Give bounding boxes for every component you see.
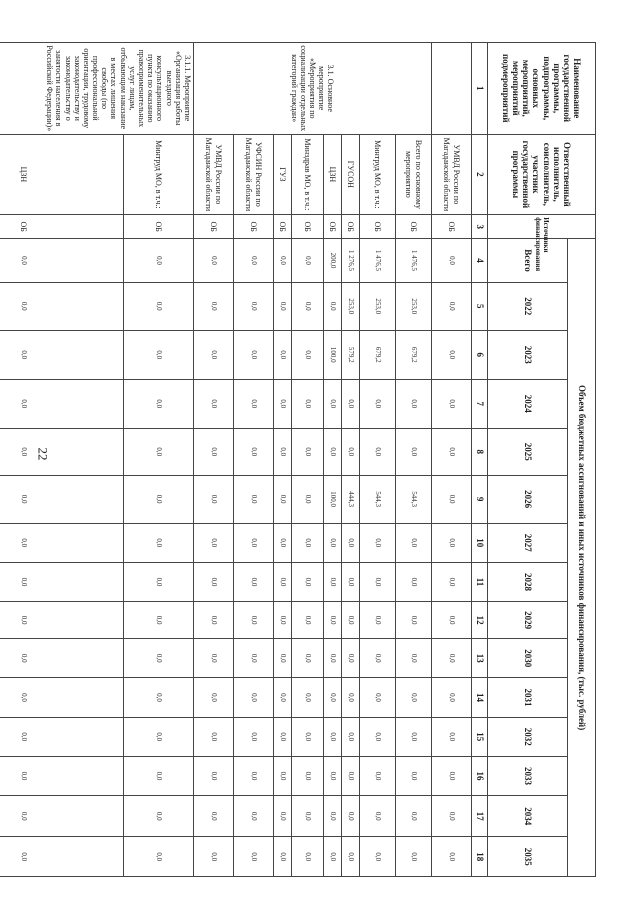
- row-value: 0,0: [342, 428, 360, 475]
- column-number: 3: [472, 215, 488, 239]
- row-value: 0,0: [194, 717, 234, 756]
- row-value: 0,0: [432, 239, 472, 283]
- row-value: 0,0: [292, 756, 324, 795]
- row-value: 0,0: [274, 796, 292, 837]
- row-value: 0,0: [432, 796, 472, 837]
- row-responsible: ЦЗН: [0, 134, 124, 215]
- row-value: 0,0: [432, 639, 472, 678]
- row-value: 0,0: [0, 282, 124, 330]
- row-value: 0,0: [234, 562, 274, 601]
- row-source: ОБ: [0, 215, 124, 239]
- column-number: 6: [472, 330, 488, 379]
- header-total: Всего: [488, 239, 568, 283]
- row-value: 0,0: [396, 602, 432, 639]
- row-value: 0,0: [432, 756, 472, 795]
- row-value: 0,0: [396, 428, 432, 475]
- row-source: ОБ: [432, 215, 472, 239]
- row-value: 0,0: [324, 717, 342, 756]
- row-value: 0,0: [124, 562, 194, 601]
- column-number: 5: [472, 282, 488, 330]
- row-value: 0,0: [292, 379, 324, 428]
- row-value: 0,0: [342, 562, 360, 601]
- row-value: 0,0: [0, 379, 124, 428]
- table-row: [124, 43, 194, 877]
- row-value: 0,0: [194, 796, 234, 837]
- row-value: 0,0: [432, 428, 472, 475]
- row-value: 0,0: [124, 602, 194, 639]
- row-value: 0,0: [124, 523, 194, 562]
- row-value: 544,3: [396, 475, 432, 523]
- row-value: 0,0: [342, 602, 360, 639]
- row-value: 0,0: [360, 428, 396, 475]
- row-value: 679,2: [396, 330, 432, 379]
- row-value: 0,0: [274, 523, 292, 562]
- row-value: 0,0: [194, 639, 234, 678]
- row-value: 0,0: [124, 239, 194, 283]
- row-value: 0,0: [360, 379, 396, 428]
- row-value: 0,0: [342, 523, 360, 562]
- row-value: 0,0: [432, 330, 472, 379]
- row-name-empty: [432, 43, 472, 135]
- row-value: 0,0: [274, 562, 292, 601]
- row-value: 0,0: [194, 282, 234, 330]
- table-body: [0, 43, 472, 877]
- row-value: 0,0: [124, 330, 194, 379]
- row-value: 0,0: [360, 562, 396, 601]
- row-value: 0,0: [234, 379, 274, 428]
- header-year: 2030: [488, 639, 568, 678]
- row-source: ОБ: [274, 215, 292, 239]
- section-3-1-1-name: 3.1.1. Мероприятие «Организация работы выездного консультационного пункта по оказанию правоприменительных услуг лицам, отбывающим наказание в местах лишения свободы (по профессиональной ориентации, трудовому законодательству и законодательству о занятости населения в Российской Федерации)»: [0, 43, 194, 135]
- row-value: 544,3: [360, 475, 396, 523]
- table-row: [432, 43, 472, 877]
- header-year: 2026: [488, 475, 568, 523]
- row-value: 0,0: [234, 239, 274, 283]
- page-number: 22: [35, 447, 51, 461]
- row-value: 0,0: [234, 475, 274, 523]
- row-value: 0,0: [194, 756, 234, 795]
- row-value: 0,0: [0, 475, 124, 523]
- row-value: 0,0: [234, 756, 274, 795]
- row-value: 0,0: [342, 379, 360, 428]
- row-source: ОБ: [194, 215, 234, 239]
- row-value: 0,0: [124, 282, 194, 330]
- row-value: 0,0: [194, 475, 234, 523]
- row-source: ОБ: [396, 215, 432, 239]
- header-source: Источники финансирования: [488, 215, 596, 239]
- row-value: 0,0: [432, 717, 472, 756]
- row-value: 0,0: [194, 239, 234, 283]
- row-value: 0,0: [274, 717, 292, 756]
- header-year: 2024: [488, 379, 568, 428]
- row-value: 0,0: [274, 282, 292, 330]
- header-year: 2034: [488, 796, 568, 837]
- row-value: 0,0: [432, 678, 472, 717]
- row-value: 0,0: [360, 639, 396, 678]
- row-value: 0,0: [360, 717, 396, 756]
- row-value: 0,0: [360, 523, 396, 562]
- row-value: 0,0: [432, 282, 472, 330]
- row-value: 0,0: [274, 330, 292, 379]
- row-value: 0,0: [274, 639, 292, 678]
- row-source: ОБ: [124, 215, 194, 239]
- row-value: 0,0: [124, 379, 194, 428]
- table-row: [0, 43, 124, 877]
- budget-table: [0, 42, 596, 877]
- row-value: 0,0: [274, 756, 292, 795]
- row-responsible: Минтруд МО, в т.ч.:: [360, 134, 396, 215]
- row-value: 0,0: [292, 239, 324, 283]
- row-value: 0,0: [342, 639, 360, 678]
- header-year: 2027: [488, 523, 568, 562]
- row-value: 0,0: [274, 239, 292, 283]
- row-source: ОБ: [342, 215, 360, 239]
- row-value: 0,0: [194, 523, 234, 562]
- table-row: [324, 43, 342, 877]
- header-responsible: Ответственный исполнитель, соисполнитель, участник государственной программы: [488, 134, 596, 215]
- row-source: ОБ: [324, 215, 342, 239]
- row-value: 0,0: [432, 475, 472, 523]
- row-value: 0,0: [360, 837, 396, 877]
- row-value: 0,0: [360, 602, 396, 639]
- header-name: Наименование государственной программы, подпрограммы, основных мероприятий, мероприятий подмероприятий: [488, 43, 596, 135]
- row-value: 0,0: [292, 678, 324, 717]
- row-responsible: ЦЗН: [324, 134, 342, 215]
- column-number: 2: [472, 134, 488, 215]
- row-value: 0,0: [360, 796, 396, 837]
- row-value: 253,0: [360, 282, 396, 330]
- table-row: [292, 43, 324, 877]
- rotated-table-container: [13, 42, 596, 877]
- row-value: 0,0: [234, 717, 274, 756]
- row-value: 0,0: [0, 639, 124, 678]
- row-value: 0,0: [342, 837, 360, 877]
- row-value: 253,0: [342, 282, 360, 330]
- row-value: 0,0: [0, 330, 124, 379]
- row-value: 0,0: [342, 678, 360, 717]
- column-number: 16: [472, 756, 488, 795]
- row-value: 100,0: [324, 330, 342, 379]
- column-numbers-row: [472, 43, 488, 877]
- row-value: 0,0: [124, 475, 194, 523]
- row-value: 444,3: [342, 475, 360, 523]
- row-value: 0,0: [292, 475, 324, 523]
- row-value: 0,0: [0, 428, 124, 475]
- row-value: 0,0: [124, 717, 194, 756]
- row-value: 579,2: [342, 330, 360, 379]
- row-value: 0,0: [0, 678, 124, 717]
- row-value: 0,0: [432, 562, 472, 601]
- row-value: 0,0: [274, 428, 292, 475]
- row-value: 0,0: [292, 837, 324, 877]
- row-value: 0,0: [292, 330, 324, 379]
- column-number: 7: [472, 379, 488, 428]
- row-value: 0,0: [432, 523, 472, 562]
- row-value: 0,0: [194, 330, 234, 379]
- row-source: ОБ: [360, 215, 396, 239]
- table-row: [360, 43, 396, 877]
- column-number: 12: [472, 602, 488, 639]
- row-value: 0,0: [396, 523, 432, 562]
- row-value: 0,0: [234, 639, 274, 678]
- header-year: 2023: [488, 330, 568, 379]
- row-value: 0,0: [124, 678, 194, 717]
- row-value: 0,0: [234, 678, 274, 717]
- row-value: 0,0: [324, 428, 342, 475]
- column-number: 17: [472, 796, 488, 837]
- row-value: 0,0: [396, 756, 432, 795]
- row-value: 0,0: [324, 602, 342, 639]
- row-value: 1 476,5: [360, 239, 396, 283]
- row-value: 0,0: [194, 428, 234, 475]
- row-value: 0,0: [324, 678, 342, 717]
- row-value: 0,0: [274, 379, 292, 428]
- row-source: ОБ: [234, 215, 274, 239]
- row-value: 0,0: [342, 756, 360, 795]
- table-row: [234, 43, 274, 877]
- column-number: 9: [472, 475, 488, 523]
- row-responsible: УФСИН России по Магаданской области: [234, 134, 274, 215]
- row-value: 0,0: [124, 837, 194, 877]
- row-value: 0,0: [324, 282, 342, 330]
- row-value: 0,0: [342, 717, 360, 756]
- row-value: 0,0: [194, 379, 234, 428]
- section-3-1-name: 3.1. Основное мероприятие «Мероприятия по социализации отдельных категорий граждан»: [194, 43, 432, 135]
- row-value: 0,0: [324, 837, 342, 877]
- row-value: 0,0: [0, 239, 124, 283]
- row-value: 0,0: [396, 639, 432, 678]
- header-year: 2031: [488, 678, 568, 717]
- row-value: 0,0: [274, 678, 292, 717]
- table-row: [396, 43, 432, 877]
- header-year: 2035: [488, 837, 568, 877]
- row-value: 0,0: [274, 837, 292, 877]
- row-responsible: ГУСОН: [342, 134, 360, 215]
- row-value: 0,0: [292, 523, 324, 562]
- row-value: 0,0: [396, 379, 432, 428]
- header-budget: Объем бюджетных ассигнований и иных источников финансирования, (тыс. рублей): [568, 239, 596, 877]
- row-value: 0,0: [274, 475, 292, 523]
- row-value: 1 476,5: [396, 239, 432, 283]
- row-value: 0,0: [324, 379, 342, 428]
- row-value: 0,0: [292, 562, 324, 601]
- header-year: 2032: [488, 717, 568, 756]
- row-value: 0,0: [292, 282, 324, 330]
- row-value: 0,0: [396, 717, 432, 756]
- column-number: 18: [472, 837, 488, 877]
- row-responsible: Всего по основному мероприятию: [396, 134, 432, 215]
- table-row: [194, 43, 234, 877]
- row-value: 100,0: [324, 475, 342, 523]
- row-value: 0,0: [0, 796, 124, 837]
- row-value: 200,0: [324, 239, 342, 283]
- row-value: 0,0: [0, 602, 124, 639]
- row-value: 0,0: [292, 717, 324, 756]
- row-value: 679,2: [360, 330, 396, 379]
- row-value: 0,0: [234, 330, 274, 379]
- row-value: 0,0: [0, 756, 124, 795]
- row-value: 0,0: [324, 796, 342, 837]
- row-value: 0,0: [396, 678, 432, 717]
- row-source: ОБ: [292, 215, 324, 239]
- row-value: 0,0: [432, 837, 472, 877]
- row-value: 1 276,5: [342, 239, 360, 283]
- row-responsible: ГУЗ: [274, 134, 292, 215]
- row-responsible: Минтруд МО, в т.ч.:: [124, 134, 194, 215]
- row-value: 0,0: [360, 756, 396, 795]
- row-value: 0,0: [292, 602, 324, 639]
- row-value: 0,0: [342, 796, 360, 837]
- column-number: 11: [472, 562, 488, 601]
- column-number: 10: [472, 523, 488, 562]
- header-year: 2033: [488, 756, 568, 795]
- column-number: 13: [472, 639, 488, 678]
- header-year: 2028: [488, 562, 568, 601]
- row-value: 0,0: [292, 639, 324, 678]
- row-value: 0,0: [0, 562, 124, 601]
- row-value: 0,0: [234, 837, 274, 877]
- row-responsible: УМВД России по Магаданской области: [194, 134, 234, 215]
- row-value: 0,0: [124, 639, 194, 678]
- row-value: 0,0: [234, 523, 274, 562]
- row-value: 0,0: [234, 428, 274, 475]
- row-value: 0,0: [194, 562, 234, 601]
- table-row: [342, 43, 360, 877]
- row-value: 0,0: [194, 678, 234, 717]
- row-value: 0,0: [324, 756, 342, 795]
- row-value: 0,0: [324, 562, 342, 601]
- row-value: 0,0: [234, 796, 274, 837]
- header-year: 2029: [488, 602, 568, 639]
- row-value: 0,0: [396, 562, 432, 601]
- row-value: 0,0: [292, 796, 324, 837]
- table-row: [274, 43, 292, 877]
- row-value: 0,0: [124, 428, 194, 475]
- row-value: 0,0: [0, 717, 124, 756]
- row-value: 0,0: [234, 602, 274, 639]
- row-value: 0,0: [360, 678, 396, 717]
- column-number: 15: [472, 717, 488, 756]
- column-number: 1: [472, 43, 488, 135]
- row-value: 0,0: [324, 523, 342, 562]
- row-value: 0,0: [194, 602, 234, 639]
- row-value: 0,0: [194, 837, 234, 877]
- header-year: 2025: [488, 428, 568, 475]
- row-value: 0,0: [124, 756, 194, 795]
- header-year: 2022: [488, 282, 568, 330]
- row-value: 0,0: [0, 837, 124, 877]
- row-value: 0,0: [432, 602, 472, 639]
- row-value: 0,0: [396, 796, 432, 837]
- row-value: 253,0: [396, 282, 432, 330]
- column-number: 4: [472, 239, 488, 283]
- row-value: 0,0: [0, 523, 124, 562]
- row-value: 0,0: [274, 602, 292, 639]
- row-value: 0,0: [292, 428, 324, 475]
- row-value: 0,0: [124, 796, 194, 837]
- row-value: 0,0: [234, 282, 274, 330]
- row-responsible: УМВД России по Магаданской области: [432, 134, 472, 215]
- row-value: 0,0: [396, 837, 432, 877]
- row-value: 0,0: [324, 639, 342, 678]
- column-number: 8: [472, 428, 488, 475]
- row-responsible: Минздрав МО, в т.ч.:: [292, 134, 324, 215]
- row-value: 0,0: [432, 379, 472, 428]
- column-number: 14: [472, 678, 488, 717]
